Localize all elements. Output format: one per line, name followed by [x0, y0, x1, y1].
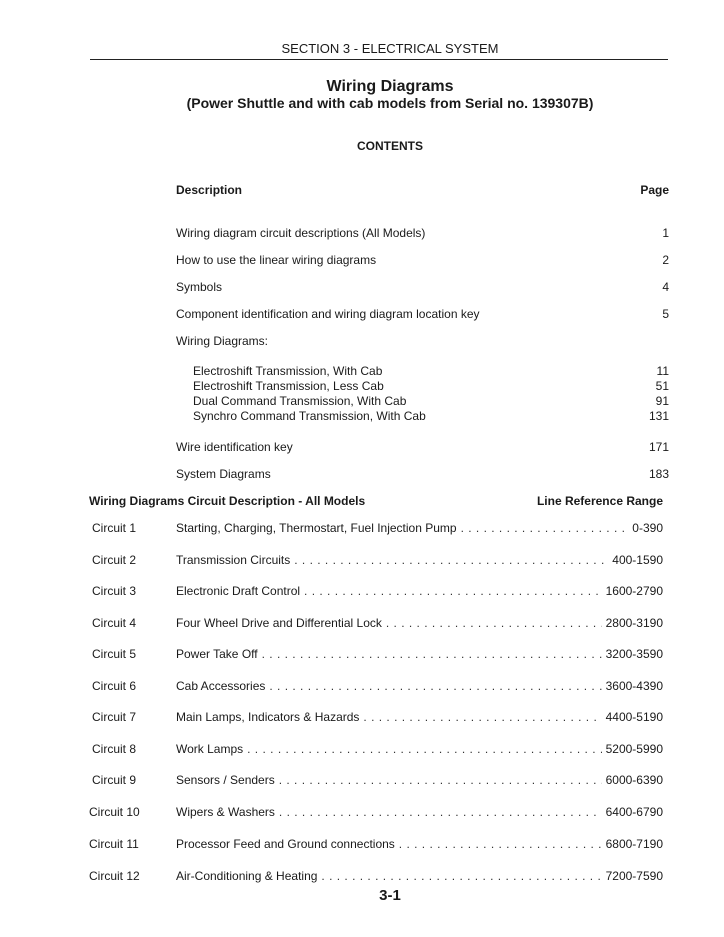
circuit-row — [176, 837, 663, 851]
circuit-id: Circuit 4 — [92, 616, 137, 630]
circuit-row — [176, 679, 663, 693]
circuit-id: Circuit 7 — [92, 710, 137, 724]
toc-item-page: 171 — [648, 440, 669, 454]
circuit-description: Transmission Circuits — [176, 553, 291, 567]
circuit-row — [176, 584, 663, 598]
dot-leader — [386, 616, 602, 630]
toc-item-page: 183 — [648, 467, 669, 481]
circuit-row — [176, 710, 663, 724]
circuit-description: Work Lamps — [176, 742, 244, 756]
wiring-diagram-page: 131 — [648, 409, 669, 423]
dot-leader — [294, 553, 608, 567]
toc-item-label: System Diagrams — [176, 467, 271, 481]
toc-page-header: Page — [640, 183, 669, 197]
circuit-range: 2800-3190 — [605, 616, 663, 630]
circuit-id: Circuit 2 — [92, 553, 137, 567]
circuit-id: Circuit 10 — [89, 805, 140, 819]
circuit-id: Circuit 5 — [92, 647, 137, 661]
circuit-description-header: Wiring Diagrams Circuit Description - All Models — [89, 494, 366, 508]
dot-leader — [269, 679, 601, 693]
contents-heading: CONTENTS — [357, 139, 423, 153]
circuit-row — [176, 647, 663, 661]
dot-leader — [247, 742, 601, 756]
toc-description-header: Description — [176, 183, 243, 197]
page-subtitle: (Power Shuttle and with cab models from Serial no. 139307B) — [186, 95, 594, 111]
page-number: 3-1 — [379, 887, 401, 904]
circuit-description: Electronic Draft Control — [176, 584, 301, 598]
wiring-diagram-page: 11 — [656, 364, 669, 378]
circuit-range: 7200-7590 — [605, 869, 663, 883]
circuit-range: 4400-5190 — [605, 710, 663, 724]
circuit-row — [176, 805, 663, 819]
circuit-range: 6000-6390 — [605, 773, 663, 787]
circuit-id: Circuit 11 — [89, 837, 139, 851]
circuit-range: 0-390 — [632, 521, 663, 535]
header-rule — [90, 59, 668, 60]
circuit-description: Four Wheel Drive and Differential Lock — [176, 616, 382, 630]
toc-item-label: Wire identification key — [176, 440, 293, 454]
dot-leader — [399, 837, 602, 851]
dot-leader — [363, 710, 601, 724]
page-title: Wiring Diagrams — [326, 78, 454, 95]
circuit-description: Cab Accessories — [176, 679, 266, 693]
dot-leader — [262, 647, 602, 661]
circuit-id: Circuit 3 — [92, 584, 137, 598]
circuit-range: 6400-6790 — [605, 805, 663, 819]
toc-item-page: 1 — [662, 226, 669, 240]
circuit-row — [176, 869, 663, 883]
wiring-diagram-page: 91 — [655, 394, 669, 408]
circuit-row — [176, 616, 663, 630]
dot-leader — [279, 805, 602, 819]
circuit-description: Wipers & Washers — [176, 805, 275, 819]
circuit-description: Sensors / Senders — [176, 773, 275, 787]
circuit-range: 6800-7190 — [605, 837, 663, 851]
circuit-range: 400-1590 — [612, 553, 663, 567]
wiring-diagram-label: Dual Command Transmission, With Cab — [193, 394, 407, 408]
line-reference-range-header: Line Reference Range — [536, 494, 663, 508]
toc-item-label: How to use the linear wiring diagrams — [176, 253, 377, 267]
circuit-range: 1600-2790 — [605, 584, 663, 598]
wiring-diagram-label: Synchro Command Transmission, With Cab — [193, 409, 426, 423]
wiring-diagram-label: Electroshift Transmission, Less Cab — [193, 379, 384, 393]
circuit-row — [176, 521, 663, 535]
circuit-id: Circuit 1 — [92, 521, 137, 535]
circuit-id: Circuit 12 — [89, 869, 140, 883]
circuit-range: 3200-3590 — [605, 647, 663, 661]
toc-item-label: Wiring diagram circuit descriptions (All Models) — [176, 226, 426, 240]
circuit-description: Processor Feed and Ground connections — [176, 837, 395, 851]
dot-leader — [304, 584, 602, 598]
circuit-id: Circuit 8 — [92, 742, 137, 756]
circuit-id: Circuit 6 — [92, 679, 137, 693]
toc-item-label: Component identification and wiring diagram location key — [176, 307, 480, 321]
circuit-description: Air-Conditioning & Heating — [176, 869, 318, 883]
toc-item-label: Symbols — [176, 280, 223, 294]
wiring-diagram-label: Electroshift Transmission, With Cab — [193, 364, 383, 378]
circuit-range: 3600-4390 — [605, 679, 663, 693]
circuit-row — [176, 773, 663, 787]
dot-leader — [279, 773, 602, 787]
section-header: SECTION 3 - ELECTRICAL SYSTEM — [281, 41, 499, 56]
circuit-id: Circuit 9 — [92, 773, 137, 787]
toc-item-page: 4 — [662, 280, 669, 294]
circuit-row — [176, 742, 663, 756]
circuit-description: Power Take Off — [176, 647, 258, 661]
circuit-row — [176, 553, 663, 567]
circuit-description: Main Lamps, Indicators & Hazards — [176, 710, 360, 724]
wiring-diagram-page: 51 — [655, 379, 669, 393]
toc-item-label: Wiring Diagrams: — [176, 334, 269, 348]
toc-item-page: 5 — [662, 307, 669, 321]
circuit-range: 5200-5990 — [605, 742, 663, 756]
circuit-description: Starting, Charging, Thermostart, Fuel Injection Pump — [176, 521, 457, 535]
toc-item-page: 2 — [662, 253, 669, 267]
dot-leader — [321, 869, 601, 883]
dot-leader — [461, 521, 629, 535]
